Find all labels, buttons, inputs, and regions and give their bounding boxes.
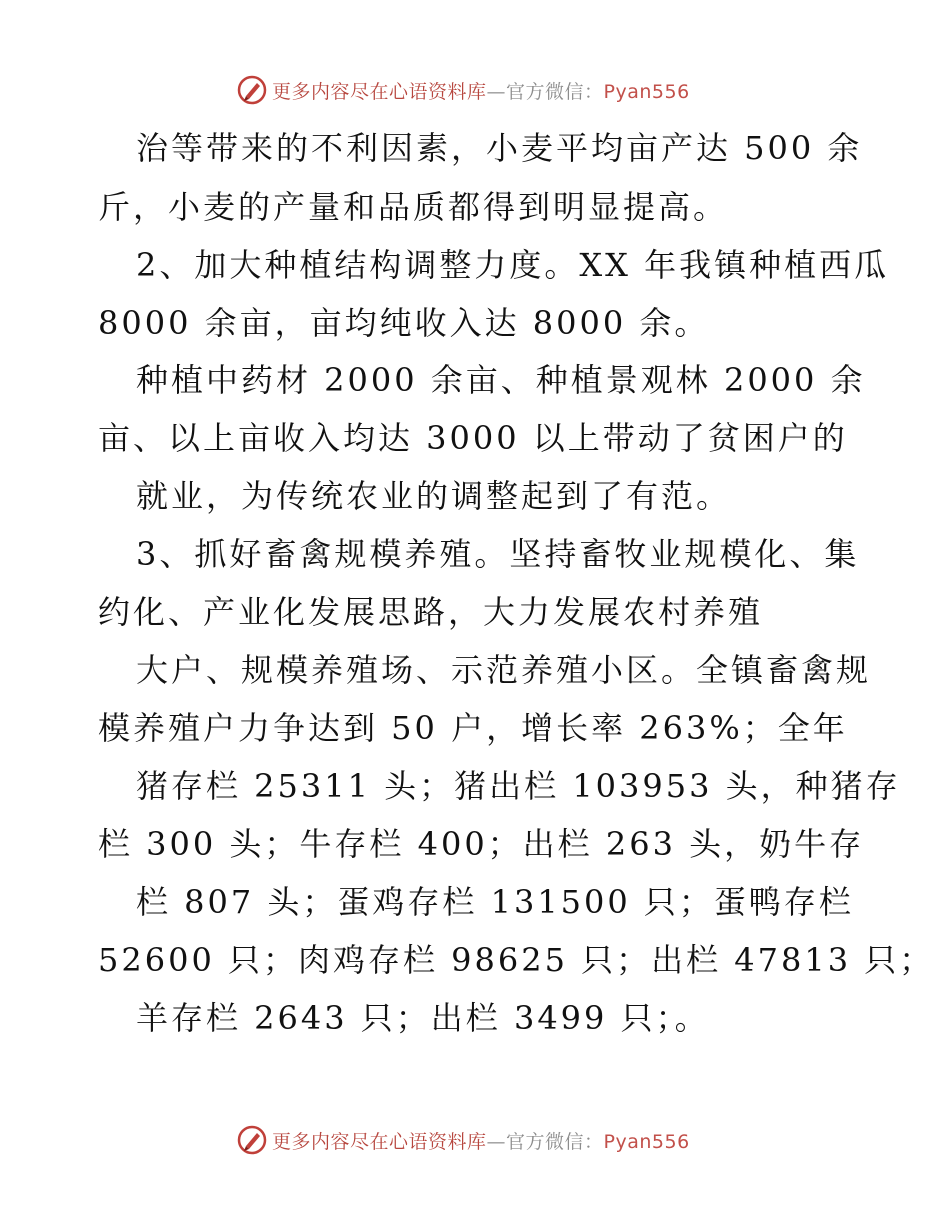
text-line-15: 52600 只；肉鸡存栏 98625 只；出栏 47813 只；: [98, 941, 935, 979]
text-line-4: 8000 余亩，亩均纯收入达 8000 余。: [98, 304, 710, 342]
footer-watermark: [236, 1123, 690, 1157]
text-line-3: 2、加大种植结构调整力度。XX 年我镇种植西瓜: [136, 246, 890, 284]
watermark-site: 更多内容尽在心语资料库: [272, 80, 487, 103]
pen-logo-icon: [236, 74, 268, 106]
watermark-dash: —: [486, 80, 507, 103]
text-line-7: 就业，为传统农业的调整起到了有范。: [136, 477, 732, 515]
text-line-16: 羊存栏 2643 只；出栏 3499 只；。: [136, 999, 710, 1037]
text-line-11: 模养殖户力争达到 50 户，增长率 263%；全年: [98, 709, 848, 747]
text-line-1: 治等带来的不利因素，小麦平均亩产达 500 余: [136, 129, 863, 167]
text-line-10: 大户、规模养殖场、示范养殖小区。全镇畜禽规: [136, 651, 872, 689]
watermark-wechat-id: Pyan556: [603, 80, 690, 103]
watermark-wechat-label: 官方微信：: [506, 80, 604, 103]
text-line-8: 3、抓好畜禽规模养殖。坚持畜牧业规模化、集: [136, 535, 860, 573]
watermark-dash: —: [486, 1130, 507, 1153]
watermark-site: 更多内容尽在心语资料库: [272, 1130, 487, 1153]
header-watermark: [236, 73, 690, 107]
watermark-wechat-label: 官方微信：: [506, 1130, 604, 1153]
text-line-9: 约化、产业化发展思路，大力发展农村养殖: [98, 593, 764, 631]
text-line-6: 亩、以上亩收入均达 3000 以上带动了贫困户的: [98, 419, 848, 457]
watermark-text: [272, 1127, 690, 1154]
text-line-2: 斤，小麦的产量和品质都得到明显提高。: [98, 188, 729, 226]
watermark-wechat-id: Pyan556: [603, 1130, 690, 1153]
text-line-5: 种植中药材 2000 余亩、种植景观林 2000 余: [136, 361, 866, 399]
text-line-14: 栏 807 头；蛋鸡存栏 131500 只；蛋鸭存栏: [136, 883, 854, 921]
watermark-text: [272, 77, 690, 104]
text-line-12: 猪存栏 25311 头；猪出栏 103953 头，种猪存: [136, 767, 901, 805]
pen-logo-icon: [236, 1124, 268, 1156]
text-line-13: 栏 300 头；牛存栏 400；出栏 263 头，奶牛存: [98, 825, 865, 863]
